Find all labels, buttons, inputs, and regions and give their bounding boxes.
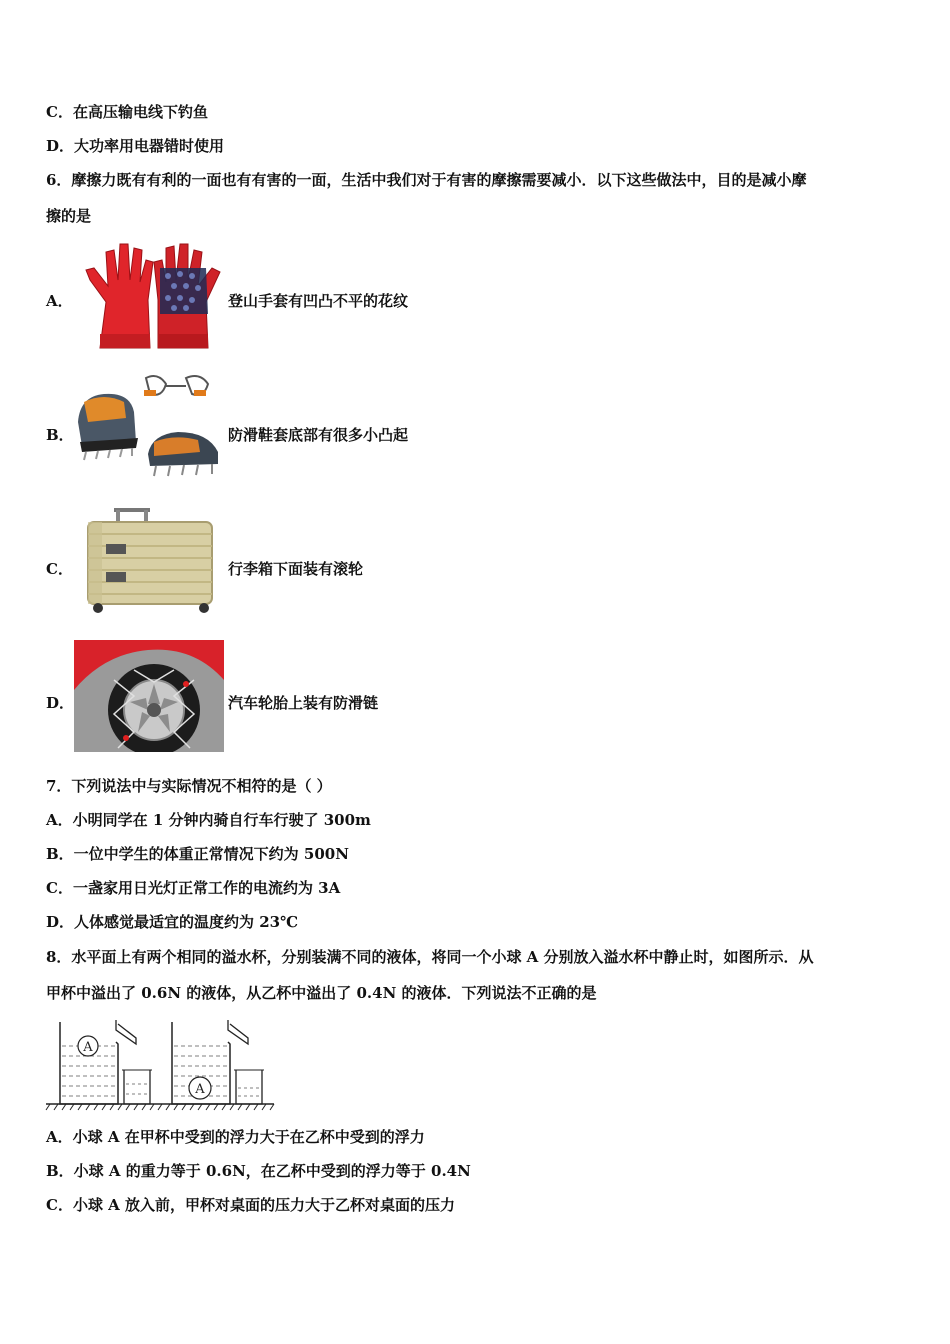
q7-option-a: A．小明同学在 1 分钟内骑自行车行驶了 300m (46, 811, 371, 829)
suitcase-image (84, 506, 216, 616)
q6-option-c-letter: C． (46, 560, 73, 578)
tire-chain-image (74, 640, 224, 752)
q6-option-d-letter: D． (46, 694, 75, 712)
q8-stem-line1: 8．水平面上有两个相同的溢水杯，分别装满不同的液体，将同一个小球 A 分别放入溢水杯中静止时，如图所示．从 (46, 948, 814, 966)
q7-option-b: B．一位中学生的体重正常情况下约为 500N (46, 845, 349, 863)
prev-option-d: D．大功率用电器错时使用 (46, 137, 225, 155)
q6-option-d-text: 汽车轮胎上装有防滑链 (228, 694, 379, 712)
q6-option-b-text: 防滑鞋套底部有很多小凸起 (228, 426, 409, 444)
crampons-image (74, 372, 224, 484)
ball-a-label-cup2: A (195, 1082, 205, 1097)
q6-option-a-letter: A． (46, 292, 73, 310)
q8-option-a: A．小球 A 在甲杯中受到的浮力大于在乙杯中受到的浮力 (46, 1128, 425, 1146)
q7-option-c: C．一盏家用日光灯正常工作的电流约为 3A (46, 879, 341, 897)
q6-option-c-text: 行李箱下面装有滚轮 (228, 560, 364, 578)
q8-stem-line2: 甲杯中溢出了 0.6N 的液体，从乙杯中溢出了 0.4N 的液体．下列说法不正确的是 (46, 984, 597, 1002)
q7-option-d: D．人体感觉最适宜的温度约为 23℃ (46, 913, 299, 931)
q8-option-b: B．小球 A 的重力等于 0.6N，在乙杯中受到的浮力等于 0.4N (46, 1162, 471, 1180)
ball-a-label-cup1: A (83, 1040, 93, 1055)
q6-option-a-text: 登山手套有凹凸不平的花纹 (228, 292, 409, 310)
q8-option-c: C．小球 A 放入前，甲杯对桌面的压力大于乙杯对桌面的压力 (46, 1196, 456, 1214)
q6-stem-line2: 擦的是 (46, 207, 92, 225)
q6-option-b-letter: B． (46, 426, 74, 444)
q7-stem: 7．下列说法中与实际情况不相符的是（ ） (46, 777, 332, 795)
prev-option-c: C．在高压输电线下钓鱼 (46, 103, 208, 121)
q6-stem-line1: 6．摩擦力既有有利的一面也有有害的一面，生活中我们对于有害的摩擦需要减小．以下这些做法中，目的是减小摩 (46, 171, 807, 189)
overflow-cups-diagram (44, 1016, 276, 1112)
gloves-image (78, 240, 226, 352)
